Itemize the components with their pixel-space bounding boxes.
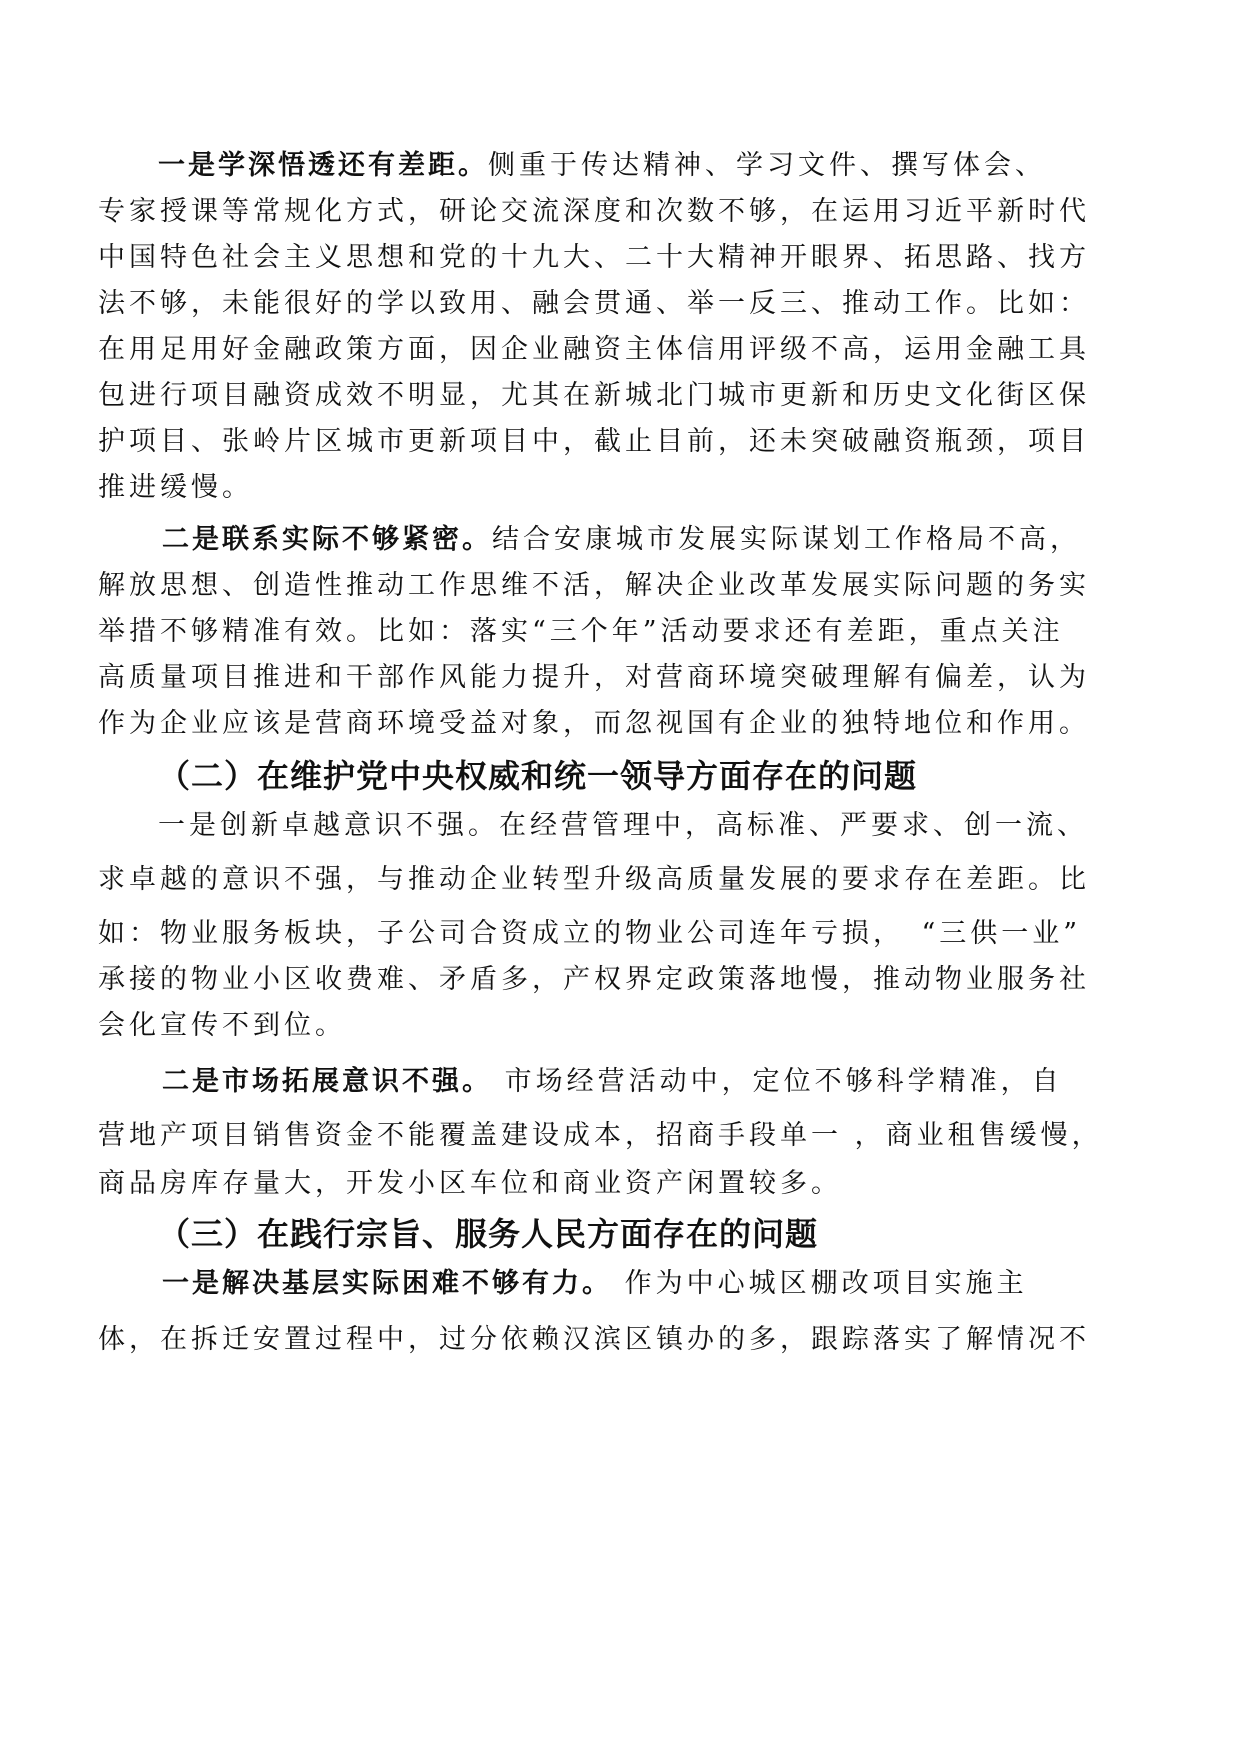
paragraph-first-line: 一是创新卓越意识不强。在经营管理中，高标准、严要求、创一流、 [158,810,1088,841]
paragraph-line: 在用足用好金融政策方面，因企业融资主体信用评级不高，运用金融工具 [98,334,1090,365]
paragraph-lead: 一是解决基层实际困难不够有力。 [162,1268,612,1299]
paragraph-line: 推进缓慢。 [98,472,253,503]
paragraph-line: 商品房库存量大，开发小区车位和商业资产闲置较多。 [98,1168,842,1199]
paragraph-first-line [158,148,1046,184]
paragraph-line: 包进行项目融资成效不明显，尤其在新城北门城市更新和历史文化街区保 [98,380,1090,411]
paragraph-line: 高质量项目推进和干部作风能力提升，对营商环境突破理解有偏差，认为 [98,662,1090,693]
paragraph-text: 作为中心城区棚改项目实施主 [612,1268,1028,1299]
paragraph-lead: 二是联系实际不够紧密。 [162,524,492,555]
paragraph-line: 中国特色社会主义思想和党的十九大、二十大精神开眼界、拓思路、找方 [98,242,1090,273]
paragraph-line: 作为企业应该是营商环境受益对象，而忽视国有企业的独特地位和作用。 [98,708,1090,739]
paragraph-line: 营地产项目销售资金不能覆盖建设成本，招商手段单一 ，商业租售缓慢， [98,1120,1103,1151]
paragraph-line: 专家授课等常规化方式，研论交流深度和次数不够，在运用习近平新时代 [98,196,1090,227]
paragraph-lead: 二是市场拓展意识不强。 [162,1066,492,1097]
paragraph-line: 法不够，未能很好的学以致用、融会贯通、举一反三、推动工作。比如： [98,288,1090,319]
section-heading: （二）在维护党中央权威和统一领导方面存在的问题 [158,757,918,795]
paragraph-text: 市场经营活动中，定位不够科学精准，自 [492,1066,1063,1097]
paragraph-line: 解放思想、创造性推动工作思维不活，解决企业改革发展实际问题的务实 [98,570,1090,601]
paragraph-line: 求卓越的意识不强，与推动企业转型升级高质量发展的要求存在差距。比 [98,864,1090,895]
paragraph-text: 结合安康城市发展实际谋划工作格局不高， [492,524,1081,555]
paragraph-first-line [162,1266,1028,1302]
paragraph-line: 会化宣传不到位。 [98,1010,346,1041]
paragraph-line: 如：物业服务板块，子公司合资成立的物业公司连年亏损， “三供一业” [98,918,1082,949]
paragraph-first-line [162,1064,1063,1100]
paragraph-line: 体，在拆迁安置过程中，过分依赖汉滨区镇办的多，跟踪落实了解情况不 [98,1324,1090,1355]
paragraph-line: 承接的物业小区收费难、矛盾多，产权界定政策落地慢，推动物业服务社 [98,964,1090,995]
paragraph-lead: 一是学深悟透还有差距。 [158,150,488,181]
paragraph-text: 侧重于传达精神、学习文件、撰写体会、 [488,150,1046,181]
paragraph-line: 护项目、张岭片区城市更新项目中，截止目前，还未突破融资瓶颈，项目 [98,426,1090,457]
paragraph-line: 举措不够精准有效。比如：落实“三个年”活动要求还有差距，重点关注 [98,616,1064,647]
section-heading: （三）在践行宗旨、服务人民方面存在的问题 [158,1215,819,1253]
paragraph-first-line [162,522,1081,558]
